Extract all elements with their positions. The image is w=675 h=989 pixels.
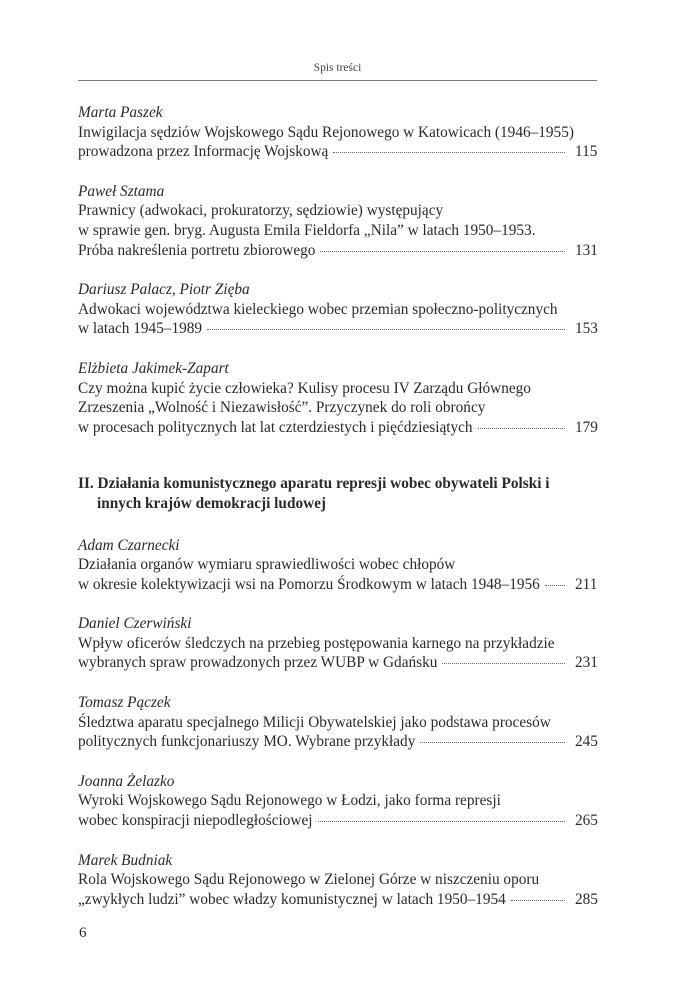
- entry-title-last-line: [78, 653, 597, 673]
- section-heading: II. Działania komunistycznego aparatu represji wobec obywateli Polski i innych krajów demokracji ludowej: [78, 475, 550, 512]
- entry-title-line: w sprawie gen. bryg. Augusta Emila Fieldorfa „Nila” w latach 1950–1953.: [78, 221, 536, 239]
- entry-title-last-line: [78, 890, 597, 910]
- toc-entry[interactable]: [78, 103, 597, 162]
- dot-leader: [320, 251, 565, 252]
- entry-title-last-line: [78, 732, 597, 752]
- entry-title-line: w procesach politycznych lat lat czterdziestych i pięćdziesiątych: [78, 418, 473, 436]
- entry-author: Marta Paszek: [78, 104, 163, 121]
- entry-title-line: Adwokaci województwa kieleckiego wobec przemian społeczno-politycznych: [78, 300, 558, 318]
- toc-entry[interactable]: [78, 614, 597, 673]
- entry-page-number: 115: [575, 143, 598, 161]
- entry-page-number: 245: [575, 733, 598, 751]
- dot-leader: [442, 663, 565, 664]
- toc-group-part-1: [78, 103, 597, 437]
- entry-title-last-line: [78, 241, 597, 261]
- entry-title-last-line: [78, 142, 597, 162]
- entry-page-number: 131: [575, 241, 598, 259]
- entry-author: Tomasz Pączek: [78, 694, 171, 712]
- running-head: Spis treści: [313, 62, 362, 74]
- entry-title-last-line: [78, 319, 597, 339]
- entry-title-line: Śledztwa aparatu specjalnego Milicji Obywatelskiej jako podstawa procesów: [78, 713, 551, 731]
- entry-author: Daniel Czerwiński: [78, 615, 192, 633]
- entry-author: Joanna Żelazko: [78, 772, 175, 790]
- entry-title-line: wobec konspiracji niepodległościowej: [78, 812, 313, 830]
- toc-entry[interactable]: [78, 182, 597, 260]
- entry-title-line: Działania organów wymiaru sprawiedliwości wobec chłopów: [78, 556, 456, 574]
- dot-leader: [207, 329, 565, 330]
- entry-title-line: Wpływ oficerów śledczych na przebieg postępowania karnego na przykładzie: [78, 634, 555, 652]
- table-of-contents: [78, 103, 597, 929]
- entry-title-line: Próba nakreślenia portretu zbiorowego: [78, 241, 316, 259]
- entry-author: Paweł Sztama: [78, 182, 165, 200]
- dot-leader: [420, 742, 565, 743]
- entry-title-line: w latach 1945–1989: [78, 320, 203, 338]
- dot-leader: [333, 152, 565, 153]
- entry-author: Elżbieta Jakimek-Zapart: [78, 359, 229, 377]
- toc-entry[interactable]: [78, 536, 597, 595]
- entry-page-number: 153: [575, 320, 598, 338]
- entry-title-line: prowadzona przez Informację Wojskową: [78, 143, 329, 161]
- entry-title-line: „zwykłych ludzi” wobec władzy komunistycznej w latach 1950–1954: [78, 890, 506, 908]
- entry-title-line: Rola Wojskowego Sądu Rejonowego w Zielonej Górze w niszczeniu oporu: [78, 871, 540, 889]
- dot-leader: [478, 428, 565, 429]
- toc-group-part-2: [78, 536, 597, 910]
- entry-author: Marek Budniak: [78, 851, 173, 869]
- toc-entry[interactable]: [78, 280, 597, 339]
- entry-page-number: 211: [575, 575, 598, 593]
- toc-entry[interactable]: [78, 693, 597, 752]
- entry-page-number: 231: [575, 654, 598, 672]
- entry-title-line: Wyroki Wojskowego Sądu Rejonowego w Łodzi, jako forma represji: [78, 792, 501, 810]
- entry-title-last-line: [78, 575, 597, 595]
- entry-page-number: 265: [575, 812, 598, 830]
- entry-page-number: 285: [575, 890, 598, 908]
- entry-title-line: Inwigilacja sędziów Wojskowego Sądu Rejonowego w Katowicach (1946–1955): [78, 123, 574, 141]
- entry-author: Adam Czarnecki: [78, 536, 180, 554]
- entry-title-line: politycznych funkcjonariuszy MO. Wybrane przykłady: [78, 733, 416, 751]
- entry-title-last-line: [78, 418, 597, 438]
- entry-title-line: Prawnicy (adwokaci, prokuratorzy, sędziowie) występujący: [78, 202, 444, 220]
- toc-entry[interactable]: [78, 772, 597, 831]
- header-rule: [78, 80, 597, 81]
- entry-title-line: wybranych spraw prowadzonych przez WUBP w Gdańsku: [78, 654, 438, 672]
- page-number: 6: [79, 925, 87, 941]
- dot-leader: [318, 821, 566, 822]
- entry-page-number: 179: [575, 418, 598, 436]
- toc-entry[interactable]: [78, 851, 597, 910]
- dot-leader: [511, 900, 565, 901]
- entry-title-last-line: [78, 811, 597, 831]
- entry-title-line: w okresie kolektywizacji wsi na Pomorzu Środkowym w latach 1948–1956: [78, 575, 540, 593]
- toc-entry[interactable]: [78, 359, 597, 437]
- dot-leader: [545, 585, 565, 586]
- entry-author: Dariusz Palacz, Piotr Zięba: [78, 281, 250, 299]
- entry-title-line: Czy można kupić życie człowieka? Kulisy procesu IV Zarządu Głównego: [78, 379, 531, 397]
- entry-title-line: Zrzeszenia „Wolność i Niezawisłość”. Przyczynek do roli obrońcy: [78, 399, 486, 417]
